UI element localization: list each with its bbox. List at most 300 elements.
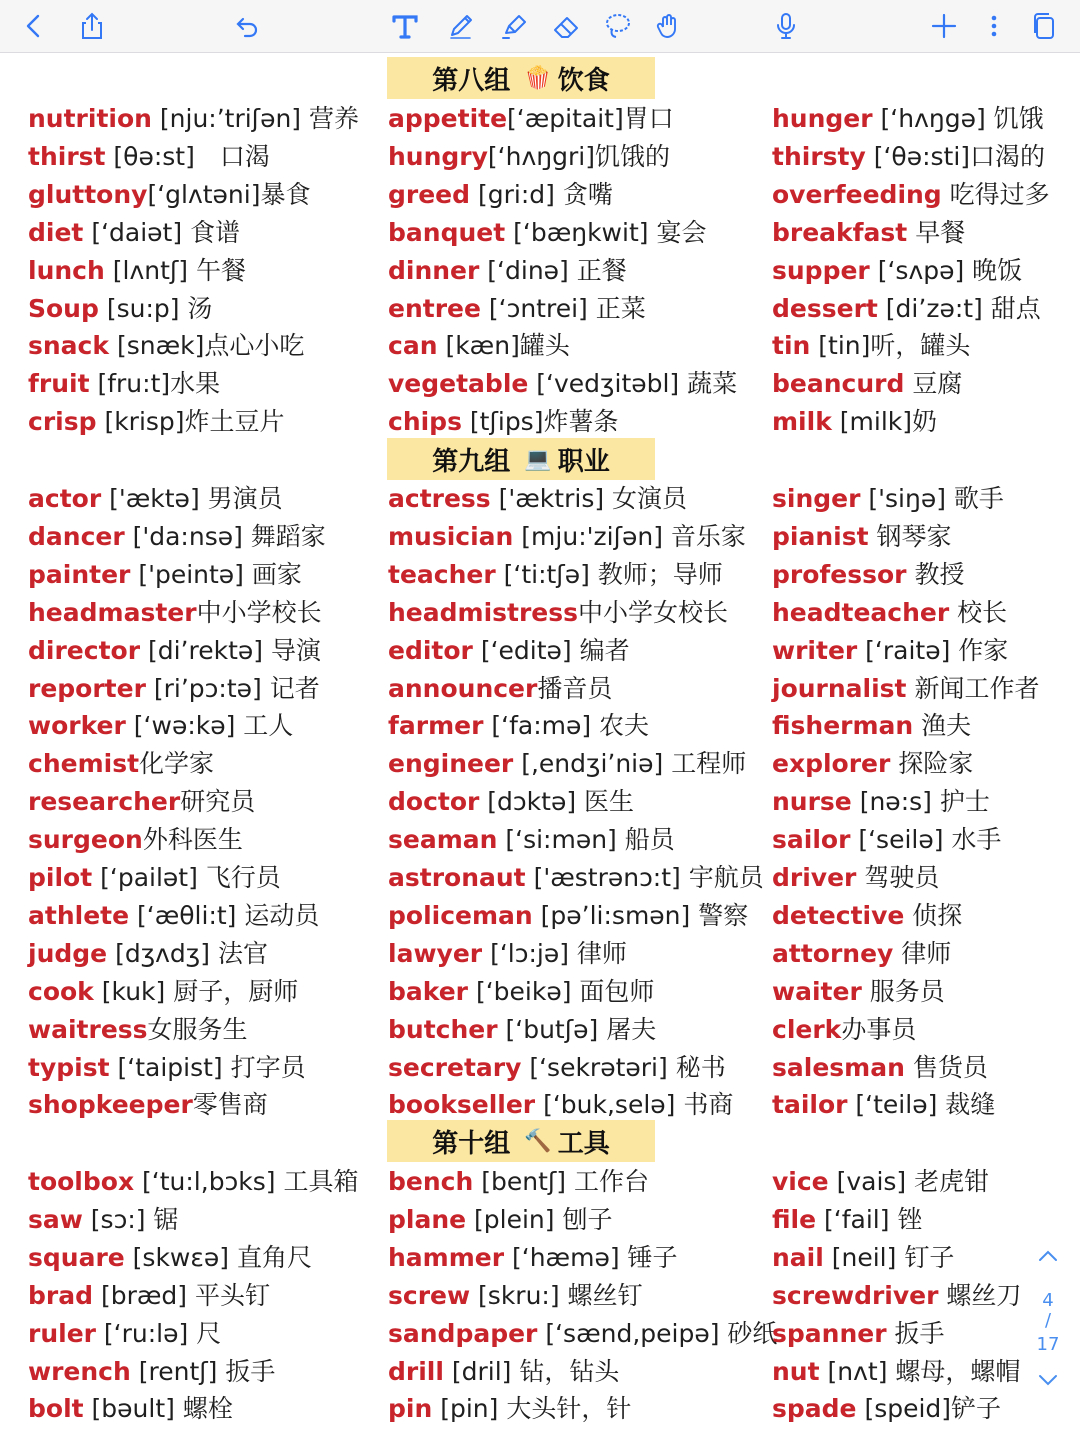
section-title: 第九组 [432, 446, 511, 477]
vocab-entry [388, 670, 612, 708]
phonetic-and-meaning: [neil] 钉子 [823, 1242, 955, 1272]
vocab-entry [388, 897, 748, 935]
english-word: dessert [772, 293, 878, 323]
english-word: attorney [772, 938, 894, 968]
vocab-entry [772, 1011, 916, 1049]
vocab-row [0, 745, 1080, 783]
page-indicator [1028, 1240, 1068, 1400]
vocab-entry [28, 100, 359, 138]
english-word: tin [772, 331, 811, 361]
phonetic-and-meaning: [ʻlɔ:jə] 律师 [482, 938, 627, 968]
add-icon[interactable] [924, 6, 964, 46]
vocab-row [0, 973, 1080, 1011]
english-word: astronaut [388, 863, 526, 892]
english-word: milk [772, 407, 832, 437]
vocab-entry [772, 480, 1004, 518]
english-word: actor [28, 484, 102, 513]
section-topic: 工具 [557, 1128, 610, 1159]
section-header [387, 438, 655, 480]
vocab-row [0, 1086, 1080, 1124]
vocab-row [0, 897, 1080, 935]
english-word: reporter [28, 673, 146, 703]
english-word: hunger [772, 104, 873, 133]
english-word: secretary [388, 1052, 522, 1082]
english-word: supper [772, 255, 870, 285]
phonetic-and-meaning: 中小学校长 [196, 597, 322, 627]
hand-tool-icon[interactable] [648, 6, 688, 46]
phonetic-and-meaning: [skwεə] 直角尺 [124, 1242, 312, 1272]
english-word: drill [388, 1356, 444, 1386]
english-word: Soup [28, 293, 99, 323]
phonetic-and-meaning: [ʻbuk,selə] 书商 [535, 1090, 734, 1120]
vocab-entry [28, 365, 220, 403]
vocab-row [0, 632, 1080, 670]
english-word: typist [28, 1052, 110, 1082]
vocab-row [0, 1239, 1080, 1277]
phonetic-and-meaning: [ʻbutʃə] 屠夫 [497, 1014, 657, 1044]
english-word: bolt [28, 1394, 84, 1424]
vocab-entry [388, 100, 674, 138]
vocab-entry [772, 1049, 988, 1087]
english-word: fruit [28, 369, 90, 399]
english-word: greed [388, 179, 471, 209]
english-word: announcer [388, 673, 538, 703]
vocab-entry [772, 365, 962, 403]
back-chevron-icon[interactable] [14, 6, 54, 46]
vocab-row [0, 290, 1080, 328]
english-word: headteacher [772, 597, 950, 627]
phonetic-and-meaning: [speid]铲子 [856, 1394, 1002, 1424]
vocab-entry [28, 1239, 312, 1277]
document-page [0, 53, 1080, 1440]
phonetic-and-meaning: [ʻbæŋkwit] 宴会 [505, 217, 707, 247]
pages-icon[interactable] [1024, 6, 1064, 46]
vocab-entry [28, 707, 293, 745]
vocab-row [0, 1390, 1080, 1428]
vocab-row [0, 1201, 1080, 1239]
english-word: toolbox [28, 1167, 135, 1196]
phonetic-and-meaning: 吃得过多 [941, 179, 1050, 209]
vocab-entry [388, 821, 675, 859]
english-word: thirsty [772, 141, 866, 171]
phonetic-and-meaning: 外科医生 [142, 825, 243, 855]
english-word: overfeeding [772, 179, 942, 209]
vocab-entry [388, 1353, 619, 1391]
phonetic-and-meaning: [θə:st] 口渴 [105, 141, 270, 171]
english-word: dancer [28, 521, 125, 551]
phonetic-and-meaning: [ʻraitə] 作家 [857, 635, 1009, 665]
english-word: can [388, 331, 438, 361]
vocab-entry [388, 138, 670, 176]
top-toolbar [0, 0, 1080, 53]
phonetic-and-meaning: 女服务生 [147, 1014, 248, 1044]
vocab-entry [772, 403, 937, 441]
phonetic-and-meaning: ['siŋə] 歌手 [860, 484, 1004, 513]
phonetic-and-meaning: 校长 [949, 597, 1008, 627]
vocab-row [0, 935, 1080, 973]
vocab-entry [388, 1163, 649, 1201]
phonetic-and-meaning: 新闻工作者 [906, 673, 1040, 703]
english-word: tailor [772, 1090, 848, 1120]
vocab-entry [772, 176, 1050, 214]
phonetic-and-meaning: [skru:] 螺丝钉 [470, 1280, 643, 1310]
phonetic-and-meaning: 播音员 [537, 673, 613, 703]
vocab-entry [772, 935, 951, 973]
phonetic-and-meaning: [sɔ:] 锯 [82, 1204, 179, 1234]
total-pages: 17 [1036, 1334, 1060, 1355]
phonetic-and-meaning: [pəʼli:smən] 警察 [532, 900, 749, 930]
english-word: nurse [772, 787, 852, 817]
phonetic-and-meaning: [milk]奶 [831, 407, 938, 437]
phonetic-and-meaning: 研究员 [180, 787, 256, 817]
vocab-entry [772, 327, 970, 365]
vocab-row [0, 480, 1080, 518]
vocab-entry [388, 556, 723, 594]
section-title: 第十组 [432, 1128, 511, 1159]
phonetic-and-meaning: [lʌntʃ] 午餐 [104, 255, 246, 285]
english-word: sandpaper [388, 1318, 538, 1348]
english-word: singer [772, 484, 861, 513]
phonetic-and-meaning: ['æstrənɔ:t] 宇航员 [525, 863, 764, 892]
vocab-entry [772, 252, 1022, 290]
phonetic-and-meaning: [ʻteilə] 裁缝 [847, 1090, 996, 1120]
phonetic-and-meaning: [su:p] 汤 [98, 293, 213, 323]
english-word: bookseller [388, 1090, 536, 1120]
phonetic-and-meaning: [pin] 大头针，针 [432, 1394, 632, 1424]
vocab-entry [28, 1390, 233, 1428]
english-word: hammer [388, 1242, 505, 1272]
english-word: journalist [772, 673, 907, 703]
english-word: director [28, 635, 141, 665]
vocab-row [0, 707, 1080, 745]
phonetic-and-meaning: 中小学女校长 [578, 597, 729, 627]
vocab-row [0, 594, 1080, 632]
phonetic-and-meaning: [dril] 钻，钻头 [443, 1356, 620, 1386]
phonetic-and-meaning: [tʃips]炸薯条 [461, 407, 619, 437]
vocab-entry [772, 518, 952, 556]
phonetic-and-meaning: [ʻhʌŋgə] 饥饿 [872, 104, 1044, 133]
pen-icon[interactable] [441, 6, 481, 46]
phonetic-and-meaning: 化学家 [139, 749, 215, 779]
vocab-entry [388, 480, 687, 518]
english-word: vegetable [388, 369, 529, 399]
vocab-entry [772, 556, 964, 594]
vocab-entry [28, 1011, 248, 1049]
vocab-entry [28, 1086, 268, 1124]
vocab-entry [28, 138, 270, 176]
phonetic-and-meaning: [ʻsænd,peipə] 砂纸 [537, 1318, 778, 1348]
hammer-icon: 🔨 [524, 1128, 552, 1154]
vocab-entry [28, 252, 246, 290]
phonetic-and-meaning: [ʻtaipist] 打字员 [109, 1052, 306, 1082]
english-word: editor [388, 635, 473, 665]
english-word: professor [772, 559, 907, 589]
phonetic-and-meaning: [ʻsekrətəri] 秘书 [521, 1052, 726, 1082]
vocab-entry [28, 176, 310, 214]
vocab-entry [772, 1353, 1020, 1391]
vocab-entry [388, 707, 649, 745]
vocab-entry [28, 327, 304, 365]
vocab-entry [772, 745, 973, 783]
phonetic-and-meaning: 渔夫 [913, 711, 972, 741]
english-word: salesman [772, 1052, 905, 1082]
vocab-entry [28, 1277, 270, 1315]
vocab-entry [772, 821, 1001, 859]
english-word: explorer [772, 749, 891, 779]
english-word: beancurd [772, 369, 905, 399]
phonetic-and-meaning: [ʻfail] 锉 [816, 1204, 923, 1234]
english-word: brad [28, 1280, 93, 1310]
vocab-entry [388, 935, 627, 973]
vocab-entry [28, 1353, 275, 1391]
vocab-entry [772, 1201, 922, 1239]
english-word: square [28, 1242, 125, 1272]
vocab-entry [28, 973, 298, 1011]
phonetic-and-meaning: [snæk]点心小吃 [109, 331, 305, 361]
vocab-entry [388, 1277, 643, 1315]
english-word: musician [388, 521, 514, 551]
english-word: screw [388, 1280, 471, 1310]
eraser-icon[interactable] [546, 6, 586, 46]
english-word: surgeon [28, 825, 143, 855]
section-header [387, 1120, 655, 1162]
vocab-entry [388, 518, 746, 556]
english-word: fisherman [772, 711, 914, 741]
phonetic-and-meaning: [,endʒiʼniə] 工程师 [513, 749, 747, 779]
microphone-icon[interactable] [766, 6, 806, 46]
phonetic-and-meaning: 教授 [906, 559, 965, 589]
vocab-entry [28, 897, 319, 935]
current-page-number: 4 [1042, 1290, 1054, 1311]
section-topic: 饮食 [557, 65, 610, 96]
english-word: seaman [388, 825, 498, 855]
phonetic-and-meaning: [tin]听，罐头 [810, 331, 971, 361]
phonetic-and-meaning: 办事员 [841, 1014, 917, 1044]
vocab-row [0, 1011, 1080, 1049]
vocab-entry [28, 1201, 178, 1239]
vocab-row [0, 100, 1080, 138]
english-word: chemist [28, 749, 140, 779]
english-word: waitress [28, 1014, 148, 1044]
vocab-entry [388, 1086, 733, 1124]
vocab-row [0, 783, 1080, 821]
text-tool-icon[interactable] [385, 6, 425, 46]
undo-icon[interactable] [228, 6, 268, 46]
phonetic-and-meaning: 探险家 [890, 749, 974, 779]
phonetic-and-meaning: [vais] 老虎钳 [828, 1167, 990, 1196]
vocab-entry [28, 1163, 359, 1201]
english-word: thirst [28, 141, 106, 171]
phonetic-and-meaning: [bentʃ] 工作台 [473, 1167, 649, 1196]
english-word: spanner [772, 1318, 887, 1348]
more-icon[interactable] [974, 6, 1014, 46]
english-word: chips [388, 407, 462, 437]
english-word: hungry [388, 141, 488, 171]
vocab-entry [388, 1011, 656, 1049]
vocab-entry [388, 783, 634, 821]
vocab-entry [28, 632, 321, 670]
vocab-entry [388, 327, 570, 365]
section-header [387, 57, 655, 99]
english-word: driver [772, 863, 857, 892]
lasso-icon[interactable] [598, 6, 638, 46]
vocab-entry [28, 783, 255, 821]
english-word: pin [388, 1394, 433, 1424]
english-word: plane [388, 1204, 467, 1234]
phonetic-and-meaning: [diʼrektə] 导演 [140, 635, 321, 665]
vocab-entry [772, 1390, 1001, 1428]
popcorn-icon: 🍿 [524, 65, 552, 91]
phonetic-and-meaning: [ʻru:lə] 尺 [95, 1318, 222, 1348]
english-word: headmistress [388, 597, 579, 627]
phonetic-and-meaning: ['da:nsə] 舞蹈家 [124, 521, 326, 551]
phonetic-and-meaning: [ʻsi:mən] 船员 [497, 825, 675, 855]
phonetic-and-meaning: 早餐 [907, 217, 966, 247]
english-word: cook [28, 976, 94, 1006]
phonetic-and-meaning: [ʻhʌŋgri]饥饿的 [487, 141, 670, 171]
english-word: gluttony [28, 179, 148, 209]
english-word: entree [388, 293, 481, 323]
english-word: painter [28, 559, 131, 589]
phonetic-and-meaning: 零售商 [192, 1090, 268, 1120]
english-word: diet [28, 217, 84, 247]
vocab-row [0, 859, 1080, 897]
english-word: butcher [388, 1014, 498, 1044]
english-word: detective [772, 900, 905, 930]
english-word: policeman [388, 900, 533, 930]
phonetic-and-meaning: 服务员 [861, 976, 945, 1006]
vocab-row [0, 252, 1080, 290]
phonetic-and-meaning: [diʼzə:t] 甜点 [877, 293, 1041, 323]
vocab-entry [388, 1390, 631, 1428]
vocab-entry [28, 214, 240, 252]
phonetic-and-meaning: [krisp]炸土豆片 [96, 407, 285, 437]
phonetic-and-meaning: [dɔktə] 医生 [479, 787, 635, 817]
phonetic-and-meaning: [ʻfa:mə] 农夫 [483, 711, 650, 741]
vocab-entry [772, 1315, 944, 1353]
phonetic-and-meaning: [ʻɔntrei] 正菜 [480, 293, 646, 323]
vocab-row [0, 670, 1080, 708]
english-word: breakfast [772, 217, 908, 247]
phonetic-and-meaning: [fru:t]水果 [89, 369, 221, 399]
laptop-icon: 💻 [524, 446, 552, 472]
english-word: worker [28, 711, 126, 741]
vocab-entry [28, 556, 302, 594]
english-word: banquet [388, 217, 506, 247]
english-word: saw [28, 1204, 83, 1234]
vocab-row [0, 327, 1080, 365]
vocab-entry [388, 403, 618, 441]
phonetic-and-meaning: [riʼpɔ:tə] 记者 [145, 673, 320, 703]
english-word: spade [772, 1394, 857, 1424]
vocab-entry [28, 518, 326, 556]
vocab-entry [28, 859, 281, 897]
vocab-entry [28, 403, 285, 441]
vocab-entry [388, 632, 630, 670]
english-word: pianist [772, 521, 869, 551]
english-word: teacher [388, 559, 496, 589]
english-word: doctor [388, 787, 480, 817]
english-word: waiter [772, 976, 862, 1006]
english-word: nutrition [28, 104, 152, 133]
page-down-chevron-icon[interactable] [1028, 1366, 1068, 1396]
vocab-entry [388, 1049, 726, 1087]
vocab-entry [388, 290, 646, 328]
vocab-row [0, 138, 1080, 176]
vocab-entry [28, 935, 268, 973]
english-word: file [772, 1204, 817, 1234]
phonetic-and-meaning: [ʻeditə] 编者 [472, 635, 630, 665]
vocab-entry [28, 480, 283, 518]
section-title: 第八组 [432, 65, 511, 96]
vocab-entry [28, 745, 214, 783]
english-word: clerk [772, 1014, 842, 1044]
vocab-entry [388, 973, 654, 1011]
english-word: actress [388, 484, 491, 513]
english-word: lunch [28, 255, 105, 285]
page-up-chevron-icon[interactable] [1028, 1240, 1068, 1270]
english-word: wrench [28, 1356, 131, 1386]
page-separator: / [1044, 1310, 1052, 1331]
vocab-entry [772, 214, 965, 252]
vocab-entry [388, 252, 627, 290]
phonetic-and-meaning: [nʌt] 螺母，螺帽 [819, 1356, 1021, 1386]
vocab-entry [772, 707, 971, 745]
phonetic-and-meaning: [bəult] 螺栓 [83, 1394, 233, 1424]
english-word: screwdriver [772, 1280, 939, 1310]
phonetic-and-meaning: 售货员 [904, 1052, 988, 1082]
vocab-row [0, 1049, 1080, 1087]
vocab-entry [772, 859, 939, 897]
phonetic-and-meaning: 钢琴家 [868, 521, 952, 551]
highlighter-icon[interactable] [494, 6, 534, 46]
share-icon[interactable] [72, 6, 112, 46]
english-word: headmaster [28, 597, 197, 627]
vocab-entry [772, 897, 962, 935]
phonetic-and-meaning: [ʻti:tʃə] 教师；导师 [495, 559, 723, 589]
vocab-entry [388, 745, 746, 783]
vocab-entry [772, 138, 1045, 176]
english-word: crisp [28, 407, 97, 437]
vocab-entry [772, 632, 1008, 670]
english-word: vice [772, 1167, 829, 1196]
vocab-row [0, 365, 1080, 403]
english-word: dinner [388, 255, 480, 285]
english-word: writer [772, 635, 858, 665]
vocab-row [0, 403, 1080, 441]
phonetic-and-meaning: 驾驶员 [856, 863, 940, 892]
phonetic-and-meaning: [nə:s] 护士 [851, 787, 990, 817]
vocab-entry [388, 365, 737, 403]
english-word: baker [388, 976, 469, 1006]
vocab-row [0, 176, 1080, 214]
english-word: shopkeeper [28, 1090, 193, 1120]
vocab-entry [28, 1315, 221, 1353]
phonetic-and-meaning: [mju:'ziʃən] 音乐家 [513, 521, 746, 551]
english-word: ruler [28, 1318, 96, 1348]
vocab-entry [772, 783, 990, 821]
phonetic-and-meaning: ['æktris] 女演员 [490, 484, 688, 513]
phonetic-and-meaning: [dʒʌdʒ] 法官 [107, 938, 268, 968]
english-word: bench [388, 1167, 474, 1196]
english-word: appetite [388, 104, 508, 133]
vocab-entry [388, 176, 613, 214]
vocab-entry [772, 290, 1041, 328]
phonetic-and-meaning: [ʻseilə] 水手 [850, 825, 1002, 855]
phonetic-and-meaning: [kuk] 厨子，厨师 [93, 976, 299, 1006]
vocab-entry [388, 1239, 678, 1277]
english-word: judge [28, 938, 108, 968]
